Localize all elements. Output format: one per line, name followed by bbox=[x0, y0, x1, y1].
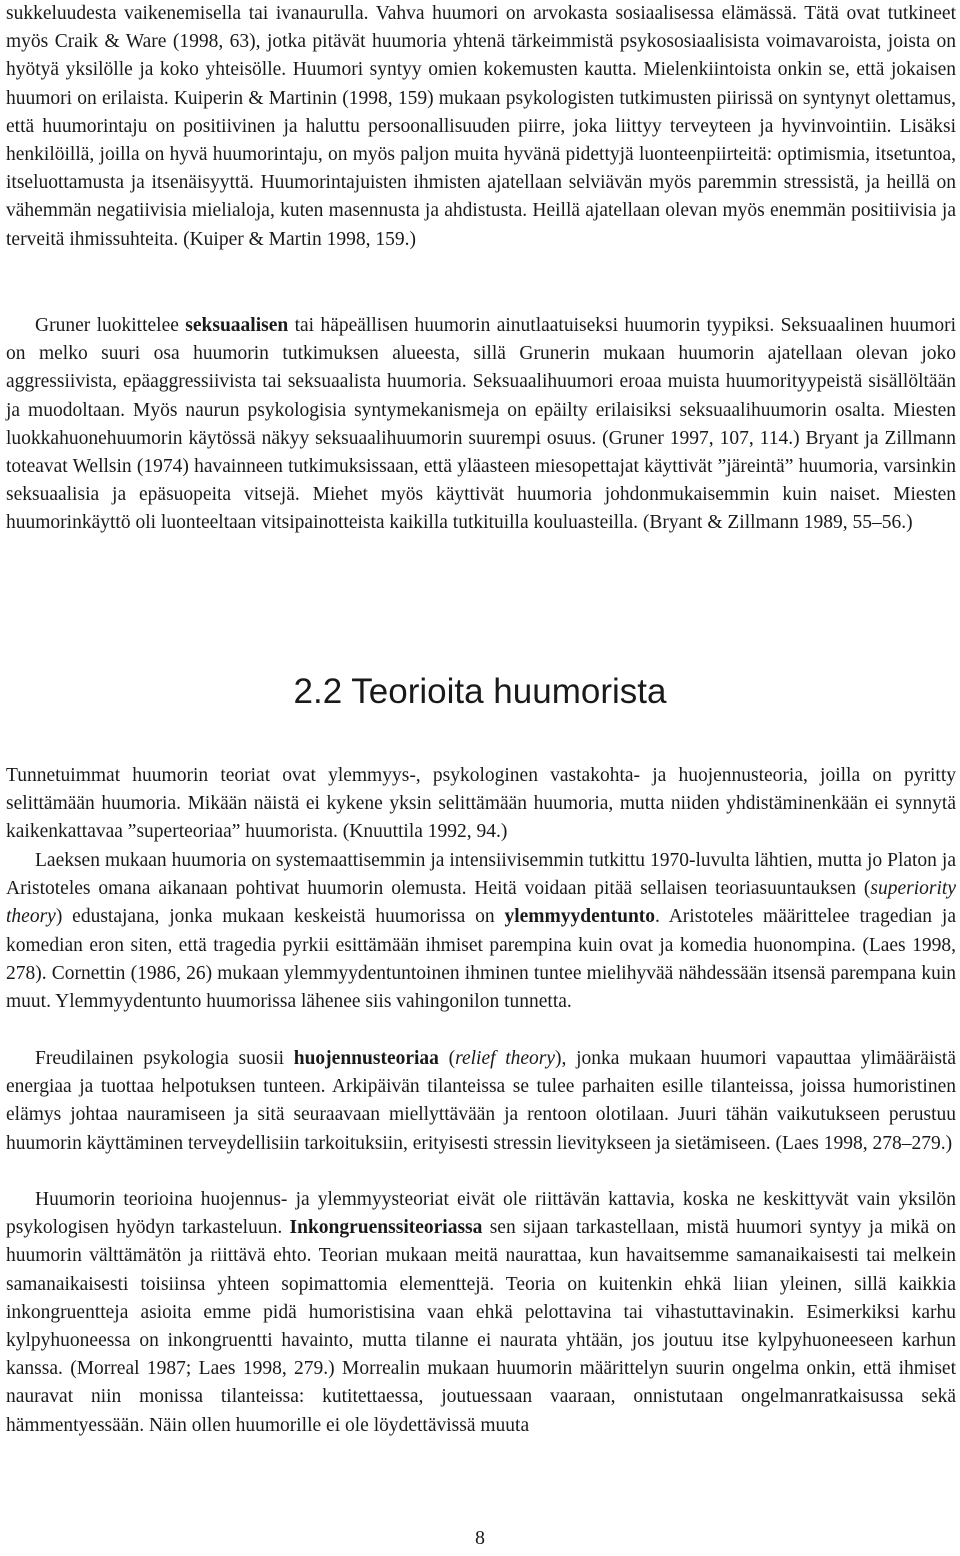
page-number: 8 bbox=[475, 1527, 485, 1549]
paragraph-inkongruenssiteoria: Huumorin teorioina huojennus- ja ylemmyysteoriat eivät ole riittävän kattavia, koska ne keskittyvät vain yksilön psykologisen hyödyn tarkasteluun. Inkongruenssiteoriassa sen sijaan tarkastellaan, mistä huumori syntyy ja mikä on huumorin välttämätön ja riittävä ehto. Teorian mukaan meitä naurattaa, kun havaitsemme samanaikaisesti tai melkein samanaikaisesti toisiinsa yhteen sopimattomia elementtejä. Teoria on kuitenkin ehkä liian yleinen, sillä kaikkia inkongruentteja asioita emme pidä humoristisina vaan ehkä pelottavina tai vihastuttavinakin. Esimerkiksi karhu kylpyhuoneessa on inkongruentti havainto, mutta tilanne ei naurata yhtään, jos joutuu itse kylpyhuoneeseen karhun kanssa. (Morreal 1987; Laes 1998, 279.) Morrealin mukaan huumorin määrittelyn suurin ongelma onkin, että ihmiset nauravat niin monissa tilanteissa: kutitettaessa, joutuessaan vaaraan, onnistutaan ongelmanratkaisussa sekä hämmentyessään. Näin ollen huumorille ei ole löydettävissä muuta bbox=[6, 1189, 956, 1436]
paragraph-ylemmyysteoria: Laeksen mukaan huumoria on systemaattisemmin ja intensiivisemmin tutkittu 1970-luvulta lähtien, mutta jo Platon ja Aristoteles omana aikanaan pohtivat huumorin olemusta. Heitä voidaan pitää sellaisen teoriasuuntauksen (superiority theory) edustajana, jonka mukaan keskeistä huumorissa on ylemmyydentunto. Aristoteles määrittelee tragedian ja komedian eron siten, että tragedia pyrkii esittämään ihmiset parempina kuin ovat ja komedia huonompina. (Laes 1998, 278). Cornettin (1986, 26) mukaan ylemmyydentuntoinen ihminen tuntee mielihyvää nähdessään itsensä parempana kuin muut. Ylemmyydentunto huumorissa lähenee siis vahingonilon tunnetta. bbox=[6, 850, 956, 1013]
paragraph-teoriat: Tunnetuimmat huumorin teoriat ovat ylemmyys-, psykologinen vastakohta- ja huojennusteoria, joilla on pyritty selittämään huumoria. Mikään näistä ei kykene yksin selittämään huumoria, mutta niiden yhdistäminenkään ei synnytä kaikenkattavaa ”superteoriaa” huumorista. (Knuuttila 1992, 94.) bbox=[6, 765, 956, 843]
paragraph-huumori-intro: sukkeluudesta vaikenemisella tai ivanaurulla. Vahva huumori on arvokasta sosiaalisessa elämässä. Tätä ovat tutkineet myös Craik & Ware (1998, 63), jotka pitävät huumoria yhtenä tärkeimmistä psykososiaalisista voimavaroista, joista on hyötyä yksilölle ja koko yhteisölle. Huumori syntyy omien kokemusten kautta. Mielenkiintoista onkin se, että jokaisen huumori on erilaista. Kuiperin & Martinin (1998, 159) mukaan psykologisten tutkimusten piirissä on syntynyt olettamus, että huumorintaju on positiivinen ja haluttu persoonallisuuden piirre, joka liittyy terveyteen ja hyvinvointiin. Lisäksi henkilöillä, joilla on hyvä huumorintaju, on myös paljon muita hyvänä pidettyjä luonteenpiirteitä: optimismia, itsetuntoa, itseluottamusta ja itsenäisyyttä. Huumorintajuisten ihmisten ajatellaan selviävän myös paremmin stressistä, ja heillä on vähemmän negatiivisia mielialoja, kuten masennusta ja ahdistusta. Heillä ajatellaan olevan myös enemmän positiivisia ja terveitä ihmissuhteita. (Kuiper & Martin 1998, 159.) bbox=[6, 3, 956, 250]
section-heading: 2.2 Teorioita huumorista bbox=[293, 672, 667, 711]
paragraph-seksuaalinen-huumori: Gruner luokittelee seksuaalisen tai häpeällisen huumorin ainutlaatuiseksi huumorin tyypiksi. Seksuaalinen huumori on melko suuri osa huumorin tutkimuksen alueesta, sillä Grunerin mukaan huumorin ajatellaan olevan joko aggressiivista, epäaggressiivista tai seksuaalista huumoria. Seksuaalihuumori eroaa muista huumorityypeistä sisällöltään ja muodoltaan. Myös naurun psykologisia syntymekanismeja on epäilty erilaisiksi seksuaalihuumorin osalta. Miesten luokkahuonehuumorin käytössä näkyy seksuaalihuumorin suurempi osuus. (Gruner 1997, 107, 114.) Bryant ja Zillmann toteavat Wellsin (1974) havainneen tutkimuksissaan, että yläasteen miesopettajat käyttivät ”järeintä” huumoria, varsinkin seksuaalisia ja epäsuopeita vitsejä. Miehet myös käyttivät huumoria johdonmukaisemmin kuin naiset. Miesten huumorinkäyttö oli luonteeltaan vitsipainotteista kaikilla tutkituilla kouluasteilla. (Bryant & Zillmann 1989, 55–56.) bbox=[6, 315, 956, 534]
paragraph-huojennusteoria: Freudilainen psykologia suosii huojennusteoriaa (relief theory), jonka mukaan huumori vapauttaa ylimääräistä energiaa ja tuottaa helpotuksen tunteen. Arkipäivän tilanteissa se tulee parhaiten esille tilanteissa, joissa humoristinen elämys johtaa nauramiseen ja sitä seuraavaan miellyttävään ja rentoon olotilaan. Juuri tähän vaikutukseen perustuu huumorin käyttäminen terveydellisiin tarkoituksiin, erityisesti stressin lievitykseen ja sietämiseen. (Laes 1998, 278–279.) bbox=[6, 1048, 956, 1154]
